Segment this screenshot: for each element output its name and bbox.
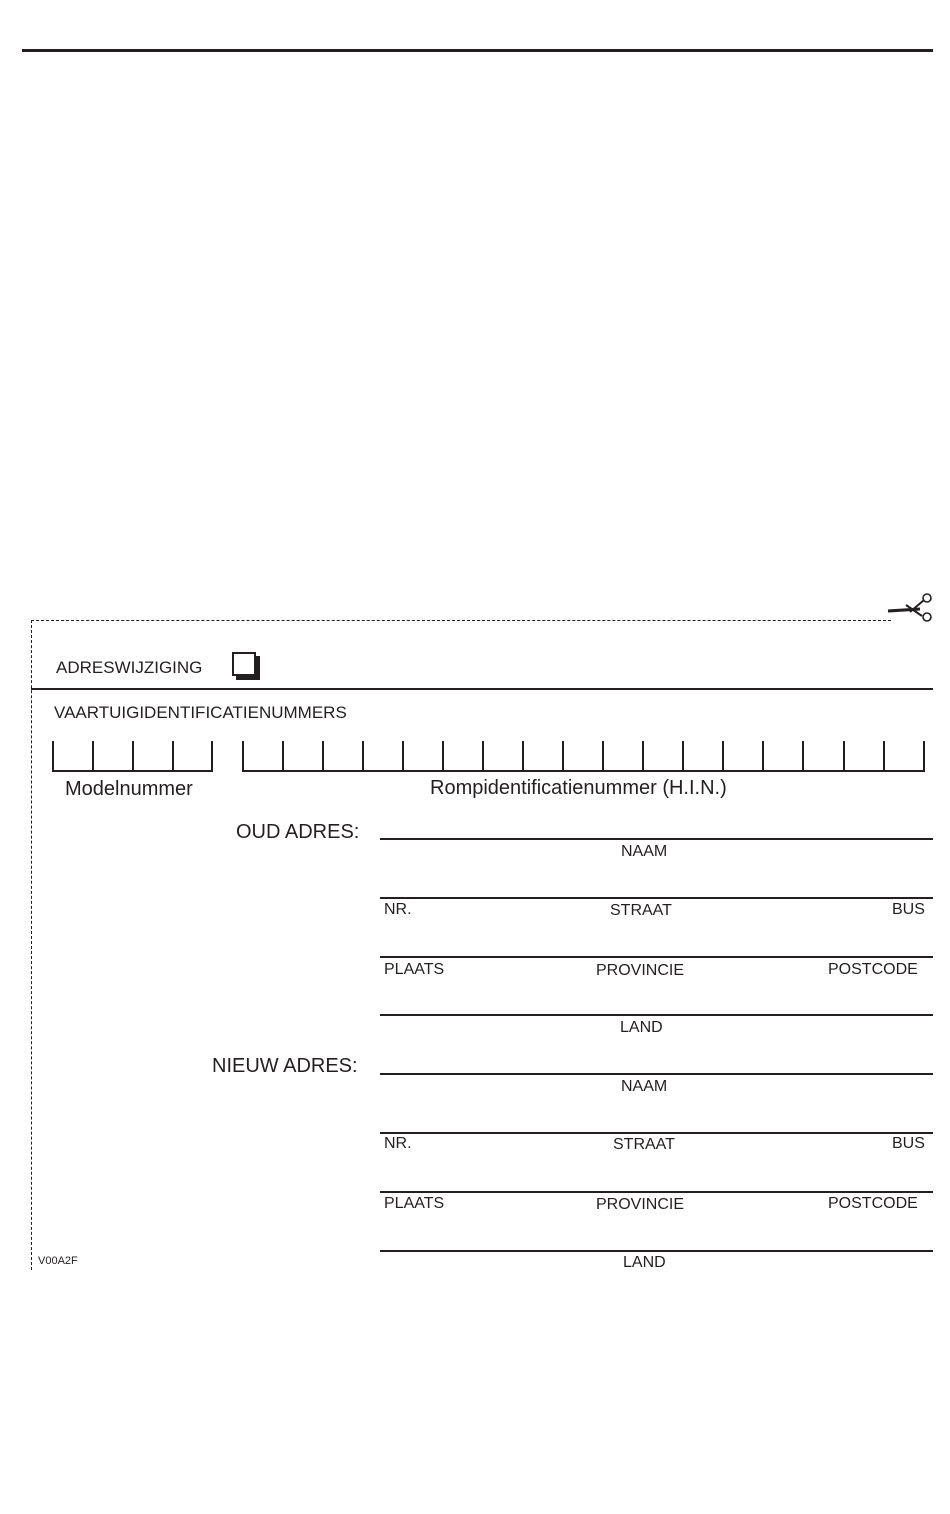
hin-divider [642,741,644,772]
old-country-label: LAND [620,1019,663,1036]
old-province-label: PROVINCIE [596,962,685,979]
hin-label: Rompidentificatienummer (H.I.N.) [430,777,727,799]
model-number-label: Modelnummer [65,778,193,800]
hin-divider [482,741,484,772]
hin-divider [442,741,444,772]
old-street-line[interactable] [380,897,933,899]
hin-divider [282,741,284,772]
scissors-icon [886,592,934,622]
new-city-line[interactable] [380,1191,933,1193]
vessel-id-label: VAARTUIGIDENTIFICATIENUMMERS [54,703,347,722]
page-top-rule [22,49,933,52]
hin-divider [402,741,404,772]
old-city-label: PLAATS [384,961,445,978]
figure-code: V00A2F [38,1255,78,1267]
new-bus-label: BUS [892,1135,925,1152]
hin-divider [562,741,564,772]
hin-divider [923,741,925,772]
hin-divider [762,741,764,772]
hin-divider [522,741,524,772]
hin-divider [802,741,804,772]
hin-divider [843,741,845,772]
hin-divider [602,741,604,772]
new-province-label: PROVINCIE [596,1196,685,1213]
hin-baseline [242,770,924,772]
old-country-line[interactable] [380,1014,933,1016]
model-number-divider [172,741,174,772]
change-of-address-checkbox[interactable] [232,652,256,676]
model-number-divider [211,741,213,772]
model-number-divider [52,741,54,772]
change-of-address-label: ADRESWIJZIGING [56,658,203,677]
cut-line-horizontal [31,620,891,621]
new-name-line[interactable] [380,1073,933,1075]
old-address-heading: OUD ADRES: [236,821,360,843]
new-nr-label: NR. [384,1135,412,1152]
new-street-label: STRAAT [613,1136,675,1153]
new-country-line[interactable] [380,1250,933,1252]
hin-divider [322,741,324,772]
new-address-heading: NIEUW ADRES: [212,1055,358,1077]
new-name-label: NAAM [621,1078,668,1095]
hin-divider [722,741,724,772]
section-separator [31,688,933,690]
new-city-label: PLAATS [384,1195,445,1212]
model-number-divider [92,741,94,772]
hin-divider [682,741,684,772]
cut-line-vertical [31,620,32,1270]
old-name-label: NAAM [621,843,668,860]
hin-divider [883,741,885,772]
old-bus-label: BUS [892,901,925,918]
new-street-line[interactable] [380,1132,933,1134]
old-street-label: STRAAT [610,902,672,919]
new-country-label: LAND [623,1254,666,1271]
old-city-line[interactable] [380,956,933,958]
old-nr-label: NR. [384,901,412,918]
model-number-divider [132,741,134,772]
old-postcode-label: POSTCODE [828,961,918,978]
hin-divider [242,741,244,772]
hin-divider [362,741,364,772]
new-postcode-label: POSTCODE [828,1195,918,1212]
old-name-line[interactable] [380,838,933,840]
